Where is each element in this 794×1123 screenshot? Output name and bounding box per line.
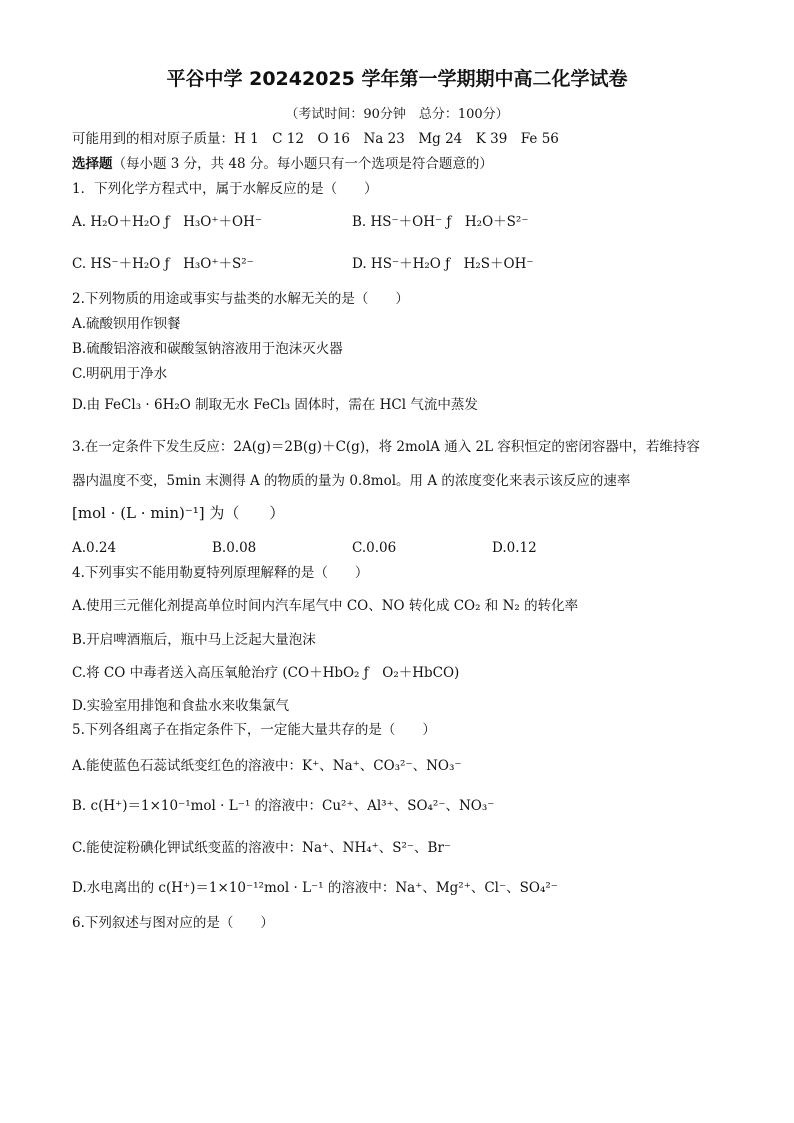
- q3-option-a: A.0.24: [72, 540, 117, 556]
- q4-option-a: A.使用三元催化剂提高单位时间内汽车尾气中 CO、NO 转化成 CO₂ 和 N₂ 的转化率: [72, 598, 579, 614]
- q5-stem: 5.下列各组离子在指定条件下，一定能大量共存的是（ ）: [72, 722, 436, 738]
- q1-option-d: D. HS⁻＋H₂O ƒ H₂S＋OH⁻: [352, 256, 534, 272]
- q5-option-c: C.能使淀粉碘化钾试纸变蓝的溶液中：Na⁺、NH₄⁺、S²⁻、Br⁻: [72, 840, 452, 856]
- q3-line-2: 器内温度不变，5min 末测得 A 的物质的量为 0.8mol。用 A 的浓度变化来表示该反应的速率: [72, 473, 631, 489]
- q5-option-d: D.水电离出的 c(H⁺)＝1×10⁻¹²mol · L⁻¹ 的溶液中：Na⁺、Mg²⁺、Cl⁻、SO₄²⁻: [72, 880, 558, 896]
- q2-option-b: B.硫酸铝溶液和碳酸氢钠溶液用于泡沫灭火器: [72, 341, 343, 357]
- q1-option-b: B. HS⁻＋OH⁻ ƒ H₂O＋S²⁻: [352, 214, 529, 230]
- q3-option-d: D.0.12: [492, 540, 537, 556]
- q3-line-3: [mol · (L · min)⁻¹] 为（ ）: [72, 504, 285, 522]
- q4-option-b: B.开启啤酒瓶后，瓶中马上泛起大量泡沫: [72, 632, 316, 648]
- q2-stem: 2.下列物质的用途或事实与盐类的水解无关的是（ ）: [72, 291, 409, 307]
- q2-option-c: C.明矾用于净水: [72, 366, 168, 382]
- q1-option-a: A. H₂O＋H₂O ƒ H₃O⁺＋OH⁻: [72, 214, 262, 230]
- q2-option-d: D.由 FeCl₃ · 6H₂O 制取无水 FeCl₃ 固体时，需在 HCl 气流中蒸发: [72, 397, 478, 413]
- q3-option-b: B.0.08: [212, 540, 257, 556]
- exam-title: 平谷中学 20242025 学年第一学期期中高二化学试卷: [166, 68, 628, 90]
- q5-option-a: A.能使蓝色石蕊试纸变红色的溶液中：K⁺、Na⁺、CO₃²⁻、NO₃⁻: [72, 758, 462, 774]
- q5-option-b: B. c(H⁺)＝1×10⁻¹mol · L⁻¹ 的溶液中：Cu²⁺、Al³⁺、SO₄²⁻、NO₃⁻: [72, 798, 495, 814]
- q2-option-a: A.硫酸钡用作钡餐: [72, 316, 181, 332]
- q3-line-1: 3.在一定条件下发生反应：2A(g)＝2B(g)＋C(g)，将 2molA 通入 2L 容积恒定的密闭容器中，若维持容: [72, 439, 700, 455]
- section-head: 选择题: [72, 156, 113, 172]
- q3-option-c: C.0.06: [352, 540, 397, 556]
- exam-subtitle: （考试时间：90分钟 总分：100分）: [285, 107, 509, 122]
- q4-stem: 4.下列事实不能用勒夏特列原理解释的是（ ）: [72, 565, 369, 581]
- q1-stem: 1．下列化学方程式中，属于水解反应的是（ ）: [72, 181, 378, 197]
- section-header: [72, 155, 493, 173]
- q4-option-c: C.将 CO 中毒者送入高压氧舱治疗 (CO＋HbO₂ ƒ O₂＋HbCO): [72, 665, 460, 681]
- section-note: （每小题 3 分，共 48 分。每小题只有一个选项是符合题意的）: [112, 156, 493, 172]
- q6-stem: 6.下列叙述与图对应的是（ ）: [72, 915, 274, 931]
- atomic-masses: 可能用到的相对原子质量：H 1 C 12 O 16 Na 23 Mg 24 K 39 Fe 56: [72, 131, 559, 147]
- q1-option-c: C. HS⁻＋H₂O ƒ H₃O⁺＋S²⁻: [72, 256, 254, 272]
- q4-option-d: D.实验室用排饱和食盐水来收集氯气: [72, 698, 290, 714]
